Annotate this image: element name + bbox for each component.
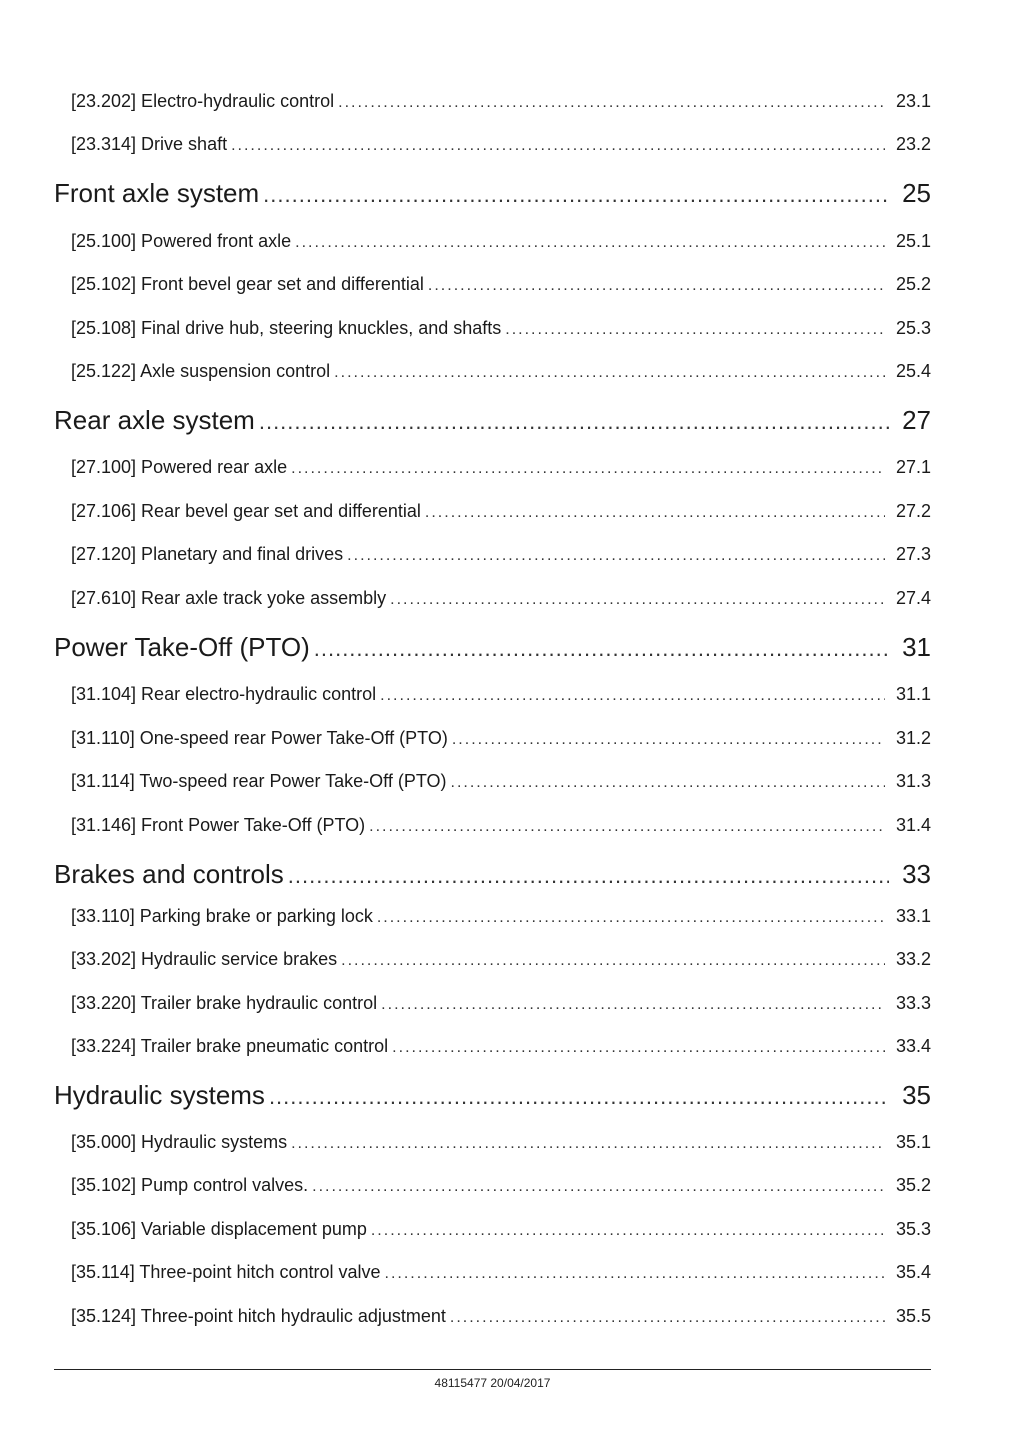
- dot-leader: [334, 361, 885, 383]
- toc-entry-33-110[interactable]: [71, 904, 931, 928]
- toc-entry-page: 33.4: [895, 1036, 931, 1056]
- toc-entry-page: 25.1: [895, 231, 931, 251]
- toc-entry-25-102[interactable]: [71, 272, 931, 296]
- toc-entry-label: [23.314] Drive shaft: [71, 134, 228, 154]
- toc-section-page: 31: [902, 632, 931, 662]
- dot-leader: [269, 1080, 889, 1112]
- toc-entry-label: [25.100] Powered front axle: [71, 231, 292, 251]
- toc-entry-label: [31.110] One-speed rear Power Take-Off (PTO): [71, 728, 448, 748]
- dot-leader: [428, 274, 885, 296]
- toc-section-front-axle-system[interactable]: [54, 176, 931, 210]
- toc-entry-label: [27.106] Rear bevel gear set and differential: [71, 501, 421, 521]
- toc-entry-label: [27.100] Powered rear axle: [71, 457, 288, 477]
- dot-leader: [231, 134, 885, 156]
- dot-leader: [377, 906, 885, 928]
- toc-entry-label: [31.114] Two-speed rear Power Take-Off (PTO): [71, 771, 447, 791]
- toc-entry-label: [35.114] Three-point hitch control valve: [71, 1262, 381, 1282]
- toc-entry-33-224[interactable]: [71, 1034, 931, 1058]
- dot-leader: [291, 1132, 885, 1154]
- toc-section-label: Front axle system: [54, 178, 260, 208]
- toc-entry-page: 35.5: [895, 1306, 931, 1326]
- toc-entry-page: 31.3: [895, 771, 931, 791]
- toc-entry-25-100[interactable]: [71, 229, 931, 253]
- dot-leader: [338, 91, 885, 113]
- toc-entry-label: [35.000] Hydraulic systems: [71, 1132, 288, 1152]
- dot-leader: [425, 501, 885, 523]
- toc-entry-label: [31.104] Rear electro-hydraulic control: [71, 684, 377, 704]
- toc-entry-page: 35.4: [895, 1262, 931, 1282]
- toc-entry-23-202[interactable]: [71, 89, 931, 113]
- toc-entry-label: [25.102] Front bevel gear set and differential: [71, 274, 424, 294]
- toc-entry-page: 27.4: [895, 588, 931, 608]
- dot-leader: [385, 1262, 885, 1284]
- toc-entry-label: [27.610] Rear axle track yoke assembly: [71, 588, 387, 608]
- toc-entry-page: 27.2: [895, 501, 931, 521]
- dot-leader: [341, 949, 885, 971]
- toc-entry-page: 25.2: [895, 274, 931, 294]
- toc-entry-label: [33.224] Trailer brake pneumatic control: [71, 1036, 389, 1056]
- toc-entry-label: [35.106] Variable displacement pump: [71, 1219, 367, 1239]
- toc-section-label: Brakes and controls: [54, 859, 284, 889]
- toc-section-page: 33: [902, 859, 931, 889]
- toc-entry-label: [25.122] Axle suspension control: [71, 361, 331, 381]
- toc-entry-31-104[interactable]: [71, 682, 931, 706]
- toc-section-brakes-and-controls[interactable]: [54, 857, 931, 891]
- toc-section-page: 27: [902, 405, 931, 435]
- toc-entry-35-102[interactable]: [71, 1173, 931, 1197]
- toc-entry-27-100[interactable]: [71, 455, 931, 479]
- dot-leader: [263, 178, 889, 210]
- toc-section-label: Hydraulic systems: [54, 1080, 265, 1110]
- toc-section-label: Power Take-Off (PTO): [54, 632, 310, 662]
- footer-divider: [54, 1369, 931, 1370]
- toc-entry-page: 31.2: [895, 728, 931, 748]
- toc-entry-35-114[interactable]: [71, 1260, 931, 1284]
- toc-section-page: 25: [902, 178, 931, 208]
- toc-entry-page: 25.3: [895, 318, 931, 338]
- toc-entry-27-610[interactable]: [71, 586, 931, 610]
- dot-leader: [288, 859, 889, 891]
- toc-entry-page: 27.3: [895, 544, 931, 564]
- toc-entry-page: 33.1: [895, 906, 931, 926]
- dot-leader: [390, 588, 885, 610]
- toc-entry-page: 23.2: [895, 134, 931, 154]
- dot-leader: [259, 405, 889, 437]
- toc-entry-page: 35.3: [895, 1219, 931, 1239]
- toc-entry-35-124[interactable]: [71, 1304, 931, 1328]
- toc-entry-35-106[interactable]: [71, 1217, 931, 1241]
- toc-entry-25-122[interactable]: [71, 359, 931, 383]
- toc-entry-31-110[interactable]: [71, 726, 931, 750]
- toc-entry-page: 23.1: [895, 91, 931, 111]
- toc-entry-page: 31.4: [895, 815, 931, 835]
- dot-leader: [392, 1036, 885, 1058]
- toc-entry-31-146[interactable]: [71, 813, 931, 837]
- toc-entry-27-106[interactable]: [71, 499, 931, 523]
- dot-leader: [314, 632, 889, 664]
- dot-leader: [291, 457, 885, 479]
- toc-entry-label: [35.102] Pump control valves.: [71, 1175, 309, 1195]
- toc-entry-label: [25.108] Final drive hub, steering knuckles, and shafts: [71, 318, 502, 338]
- toc-section-hydraulic-systems[interactable]: [54, 1078, 931, 1112]
- toc-entry-page: 25.4: [895, 361, 931, 381]
- toc-entry-page: 35.2: [895, 1175, 931, 1195]
- dot-leader: [505, 318, 885, 340]
- toc-entry-label: [33.110] Parking brake or parking lock: [71, 906, 373, 926]
- toc-entry-31-114[interactable]: [71, 769, 931, 793]
- footer-document-id: 48115477 20/04/2017: [434, 1376, 551, 1390]
- dot-leader: [312, 1175, 885, 1197]
- toc-section-label: Rear axle system: [54, 405, 255, 435]
- toc-entry-label: [27.120] Planetary and final drives: [71, 544, 344, 564]
- dot-leader: [451, 771, 885, 793]
- toc-section-page: 35: [902, 1080, 931, 1110]
- toc-entry-page: 33.3: [895, 993, 931, 1013]
- dot-leader: [450, 1306, 885, 1328]
- dot-leader: [452, 728, 885, 750]
- toc-entry-page: 33.2: [895, 949, 931, 969]
- dot-leader: [295, 231, 885, 253]
- toc-entry-label: [33.220] Trailer brake hydraulic control: [71, 993, 378, 1013]
- toc-entry-label: [33.202] Hydraulic service brakes: [71, 949, 338, 969]
- toc-entry-33-220[interactable]: [71, 991, 931, 1015]
- toc-section-power-take-off[interactable]: [54, 630, 931, 664]
- dot-leader: [369, 815, 885, 837]
- dot-leader: [347, 544, 885, 566]
- toc-entry-23-314[interactable]: [71, 132, 931, 156]
- toc-entry-label: [35.124] Three-point hitch hydraulic adjustment: [71, 1306, 446, 1326]
- dot-leader: [381, 993, 885, 1015]
- toc-entry-27-120[interactable]: [71, 542, 931, 566]
- toc-entry-label: [23.202] Electro-hydraulic control: [71, 91, 335, 111]
- toc-entry-35-000[interactable]: [71, 1130, 931, 1154]
- toc-entry-page: 27.1: [895, 457, 931, 477]
- dot-leader: [371, 1219, 885, 1241]
- toc-entry-label: [31.146] Front Power Take-Off (PTO): [71, 815, 366, 835]
- toc-entry-page: 35.1: [895, 1132, 931, 1152]
- toc-entry-33-202[interactable]: [71, 947, 931, 971]
- toc-entry-page: 31.1: [895, 684, 931, 704]
- dot-leader: [380, 684, 885, 706]
- toc-section-rear-axle-system[interactable]: [54, 403, 931, 437]
- toc-entry-25-108[interactable]: [71, 316, 931, 340]
